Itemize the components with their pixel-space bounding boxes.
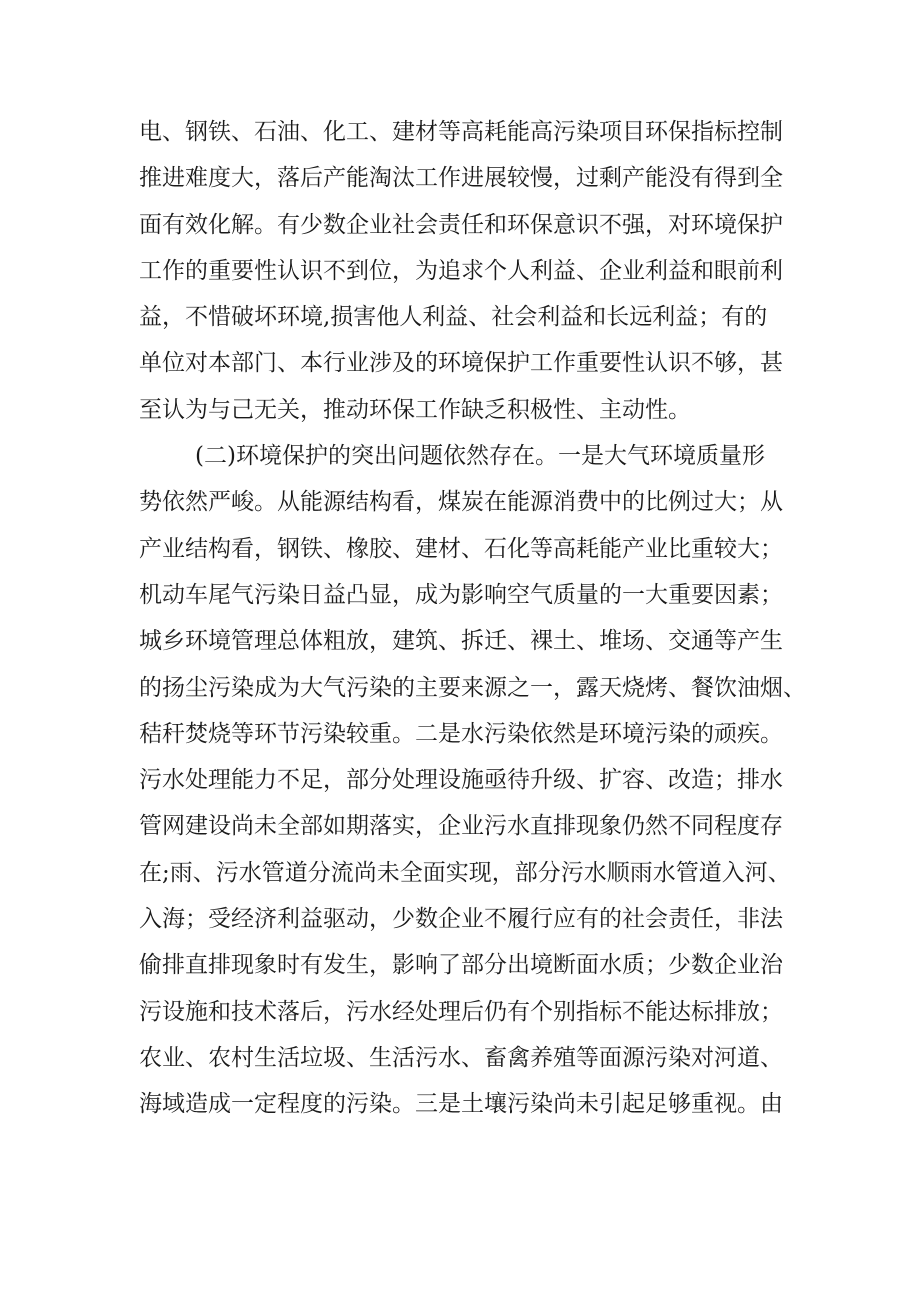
text-line: 海域造成一定程度的污染。三是土壤污染尚未引起足够重视。由 xyxy=(139,1091,783,1118)
paragraph-2 xyxy=(139,433,806,1174)
text-line: 单位对本部门、本行业涉及的环境保护工作重要性认识不够，甚 xyxy=(139,350,783,377)
text-line xyxy=(139,1128,799,1174)
text-line: 秸秆焚烧等环节污染较重。二是水污染依然是环境污染的顽疾。 xyxy=(139,720,783,747)
text-line: 推进难度大，落后产能淘汰工作进展较慢，过剩产能没有得到全 xyxy=(139,165,783,192)
text-line: 在;雨、污水管道分流尚未全面实现，部分污水顺雨水管道入河、 xyxy=(139,859,791,886)
paragraph-1 xyxy=(139,109,799,433)
text-line-indented: (二)环境保护的突出问题依然存在。一是大气环境质量形 xyxy=(195,443,765,470)
body-text xyxy=(139,109,806,1174)
text-line: 面有效化解。有少数企业社会责任和环保意识不强，对环境保护 xyxy=(139,211,783,238)
text-line: 至认为与己无关，推动环保工作缺乏积极性、主动性。 xyxy=(139,396,691,423)
text-line: 农业、农村生活垃圾、生活污水、畜禽养殖等面源污染对河道、 xyxy=(139,1044,783,1071)
text-line: 城乡环境管理总体粗放，建筑、拆迁、裸土、堆场、交通等产生 xyxy=(139,628,783,655)
text-line: 工作的重要性认识不到位，为追求个人利益、企业利益和眼前利 xyxy=(139,257,783,284)
text-line: 益，不惜破坏环境,损害他人利益、社会利益和长远利益；有的 xyxy=(139,304,768,331)
text-line: 势依然严峻。从能源结构看，煤炭在能源消费中的比例过大；从 xyxy=(139,489,783,516)
text-line: 污设施和技术落后，污水经处理后仍有个别指标不能达标排放； xyxy=(139,998,783,1025)
text-line: 入海；受经济利益驱动，少数企业不履行应有的社会责任，非法 xyxy=(139,906,783,933)
text-line: 偷排直排现象时有发生，影响了部分出境断面水质；少数企业治 xyxy=(139,952,783,979)
text-line: 污水处理能力不足，部分处理设施亟待升级、扩容、改造；排水 xyxy=(139,767,783,794)
text-line: 电、钢铁、石油、化工、建材等高耗能高污染项目环保指标控制 xyxy=(139,119,783,145)
text-line: 管网建设尚未全部如期落实，企业污水直排现象仍然不同程度存 xyxy=(139,813,783,840)
text-line: 机动车尾气污染日益凸显，成为影响空气质量的一大重要因素； xyxy=(139,581,783,608)
text-line: 产业结构看，钢铁、橡胶、建材、石化等高耗能产业比重较大； xyxy=(139,535,783,562)
text-line: 的扬尘污染成为大气污染的主要来源之一，露天烧烤、餐饮油烟、 xyxy=(139,674,806,701)
